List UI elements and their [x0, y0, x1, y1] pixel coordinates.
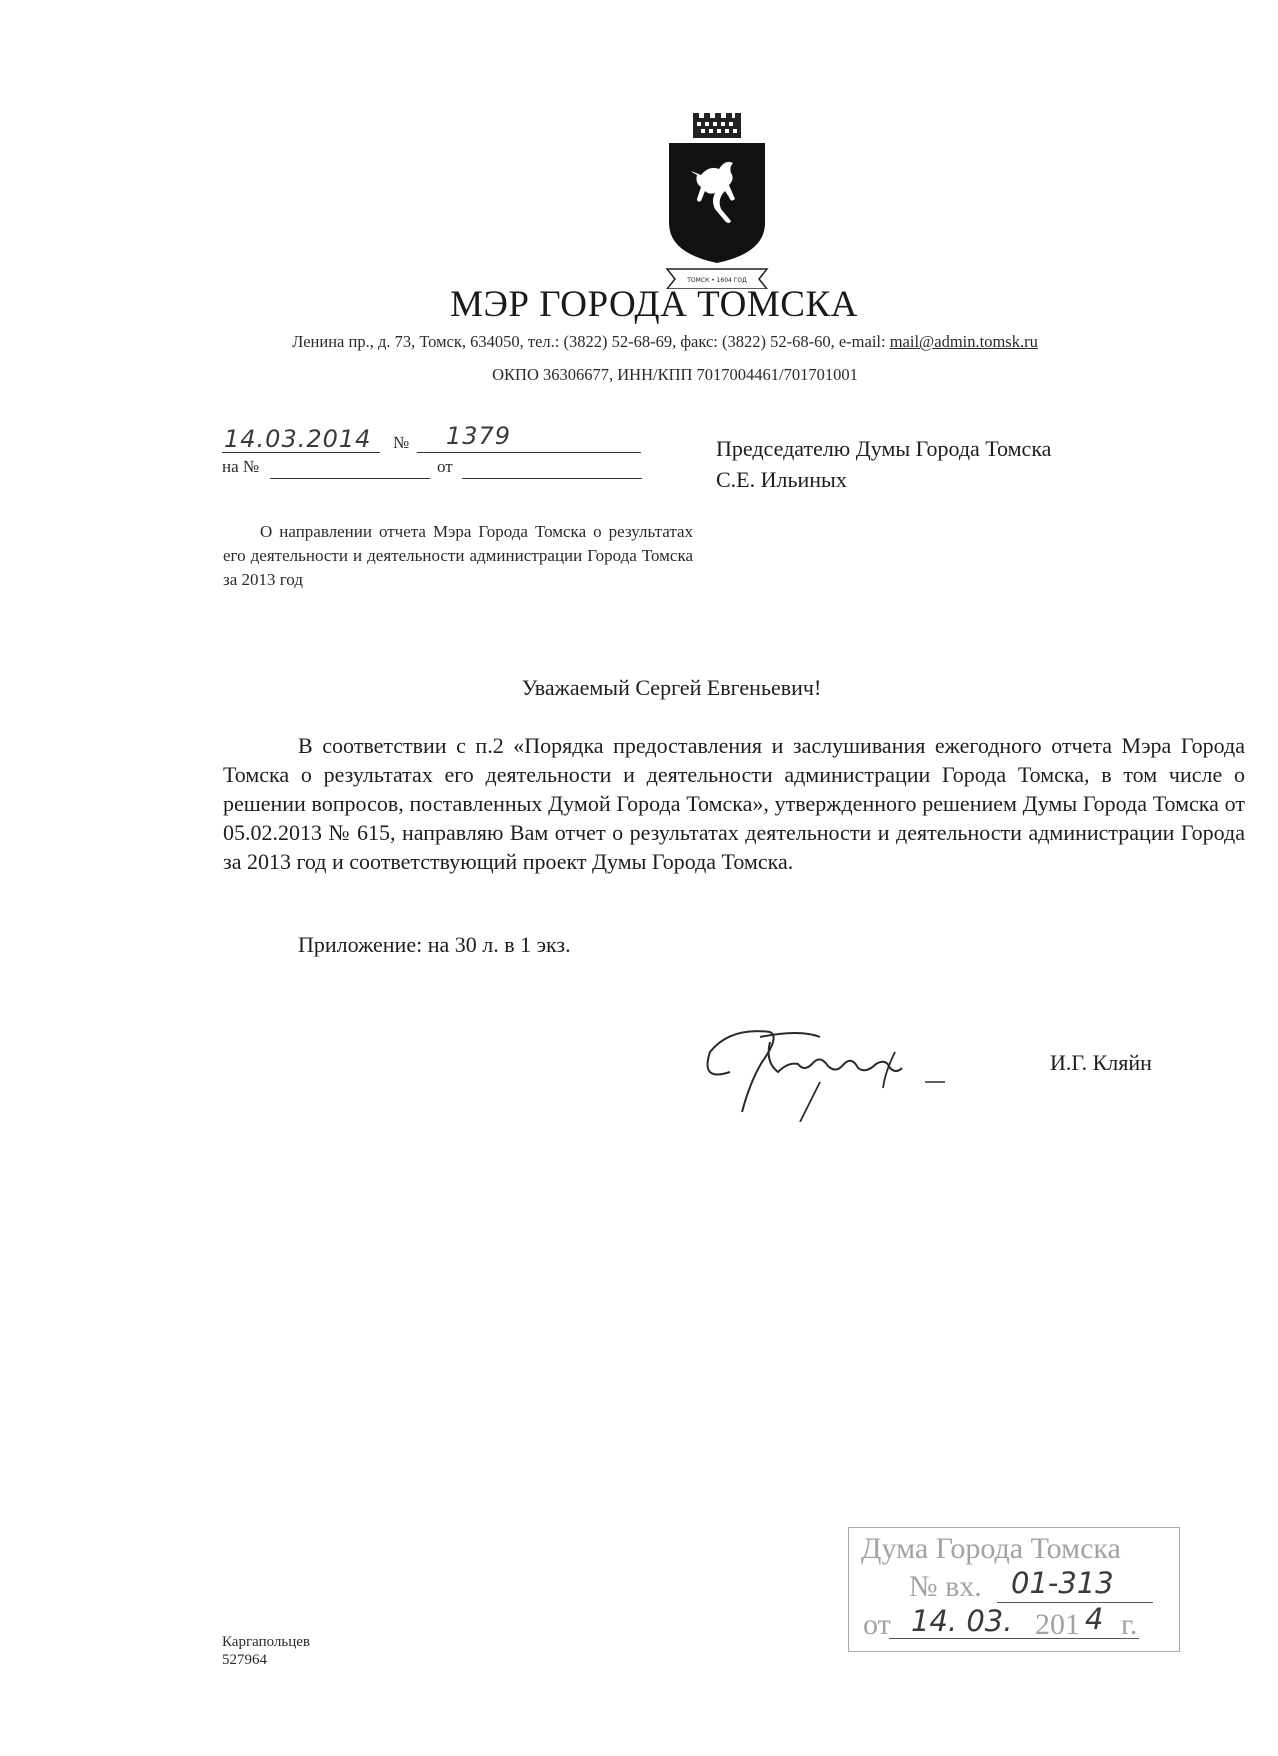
stamp-date: 14. 03. [911, 1604, 1013, 1638]
recipient-name: С.Е. Ильиных [716, 467, 847, 492]
letterhead-codes: ОКПО 36306677, ИНН/КПП 7017004461/701701001 [492, 365, 858, 384]
letter-subject: О направлении отчета Мэра Города Томска о результатах его деятельности и деятельности администрации Города Томска за 2013 год [223, 522, 693, 589]
stamp-year-printed: 201 [1035, 1608, 1080, 1641]
letterhead-title: МЭР ГОРОДА ТОМСКА [450, 284, 858, 325]
stamp-in-number: 01-313 [1011, 1566, 1114, 1600]
attachment-note: Приложение: на 30 л. в 1 экз. [298, 932, 571, 957]
from-label: от [437, 457, 453, 476]
date-underline [222, 452, 380, 453]
email-link[interactable]: mail@admin.tomsk.ru [889, 332, 1038, 351]
stamp-date-label: от [863, 1608, 891, 1641]
stamp-year-suffix: г. [1121, 1608, 1138, 1641]
stamp-org: Дума Города Томска [861, 1532, 1121, 1565]
outgoing-number: 1379 [446, 422, 512, 450]
ref-underline [270, 478, 430, 479]
stamp-date-underline [889, 1638, 1139, 1639]
letter-body: В соответствии с п.2 «Порядка предоставления и заслушивания ежегодного отчета Мэра Города Томска о результатах его деятельности и деятельности администрации Города Томска, в том числе о решении вопросов, поставленных Думой Города Томска», утвержденного решением Думы Города Томска от 05.02.2013 № 615, направляю Вам отчет о результатах деятельности и деятельности администрации Города за 2013 год и соответствующий проект Думы Города Томска. [223, 733, 1245, 874]
executor-info [222, 1633, 310, 1669]
handwritten-signature [700, 1012, 980, 1122]
executor-name: Каргапольцев [222, 1634, 311, 1650]
stamp-year-handwritten: 4 [1085, 1602, 1104, 1636]
from-underline [462, 478, 642, 479]
number-sign: № [393, 433, 410, 452]
outgoing-date: 14.03.2014 [224, 425, 372, 453]
recipient-position: Председателю Думы Города Томска [716, 436, 1052, 461]
coat-of-arms-emblem [663, 113, 771, 289]
stamp-number-underline [997, 1602, 1153, 1603]
letterhead-address: Ленина пр., д. 73, Томск, 634050, тел.: (3822) 52-68-69, факс: (3822) 52-68-60, e-mail: mail@admin.tomsk.ru [292, 332, 1038, 351]
emblem-motto: ТОМСК • 1604 ГОД [687, 277, 747, 284]
number-underline [417, 452, 641, 453]
executor-phone: 527964 [222, 1652, 267, 1668]
recipient-block [716, 433, 1051, 495]
registration-stamp [848, 1527, 1180, 1652]
ref-label: на № [222, 457, 260, 476]
signatory-name: И.Г. Кляйн [1050, 1050, 1152, 1075]
stamp-in-label: № вх. [909, 1570, 982, 1603]
greeting: Уважаемый Сергей Евгеньевич! [521, 675, 822, 700]
